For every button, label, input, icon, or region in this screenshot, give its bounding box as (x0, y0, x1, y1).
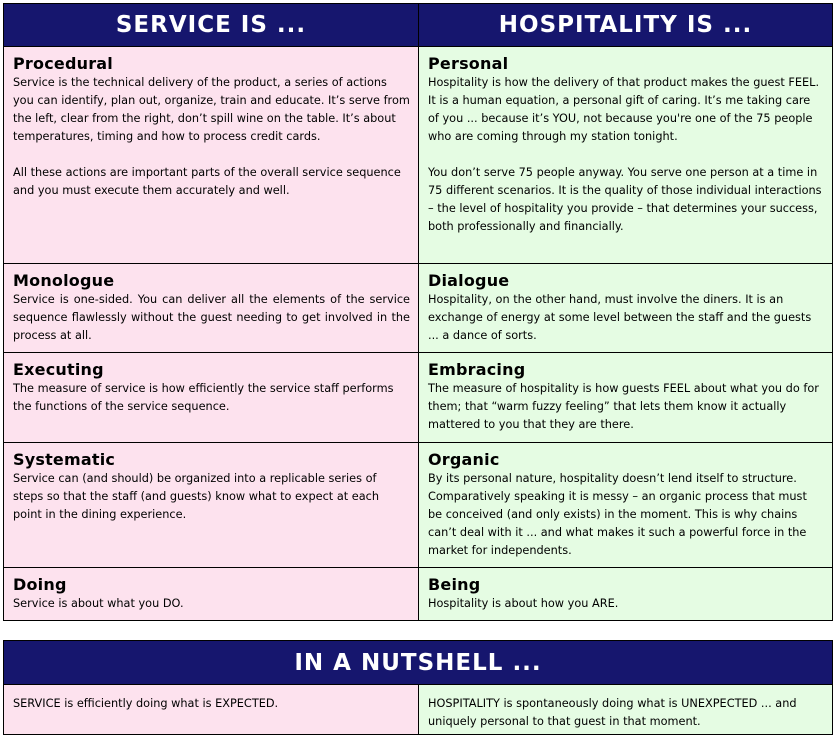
table-row (4, 353, 833, 443)
nutshell-header: IN A NUTSHELL ... (4, 641, 833, 685)
service-description: Service is one-sided. You can deliver all the elements of the service sequence flawlessly without the guest needing to get involved in the process at all. (13, 293, 410, 342)
hospitality-description: Hospitality is how the delivery of that product makes the guest FEEL. It is a human equation, a personal gift of caring. It’s me taking care of you ... because it’s YOU, not because you're one of the 75 people who are coming through my station tonight. (428, 76, 820, 143)
hospitality-term: Personal (428, 54, 509, 73)
service-cell-systematic (4, 443, 419, 568)
table-row (4, 443, 833, 568)
table-row (4, 47, 833, 264)
service-description: Service is the technical delivery of the product, a series of actions you can identify, plan out, organize, train and educate. It’s serve from the left, clear from the right, don’t spill wine on the table. It’s about temperatures, timing and how to process credit cards. (13, 76, 410, 143)
service-description: The measure of service is how efficiently the service staff performs the functions of the service sequence. (13, 382, 394, 413)
hospitality-cell-embracing (419, 353, 833, 443)
hospitality-cell-being (419, 568, 833, 621)
service-header: SERVICE IS ... (4, 4, 419, 47)
service-cell-procedural (4, 47, 419, 264)
hospitality-description: By its personal nature, hospitality doesn’t lend itself to structure. Comparatively speaking it is messy – an organic process that must be conceived (and only exists) in the moment. This is why chains can’t deal with it ... and what makes it such a powerful force in the market for independents. (428, 472, 807, 557)
service-cell-monologue (4, 264, 419, 353)
comparison-table (3, 3, 833, 621)
hospitality-description: Hospitality is about how you ARE. (428, 597, 619, 610)
nutshell-hospitality: HOSPITALITY is spontaneously doing what is UNEXPECTED ... and uniquely personal to that guest in that moment. (419, 685, 833, 735)
service-description-2: All these actions are important parts of the overall service sequence and you must execute them accurately and well. (13, 166, 401, 197)
hospitality-header: HOSPITALITY IS ... (419, 4, 833, 47)
nutshell-table (3, 640, 833, 735)
service-description: Service is about what you DO. (13, 597, 184, 610)
service-description: Service can (and should) be organized into a replicable series of steps so that the staff (and guests) know what to expect at each point in the dining experience. (13, 472, 380, 521)
table-row (4, 264, 833, 353)
hospitality-description: The measure of hospitality is how guests FEEL about what you do for them; that “warm fuzzy feeling” that lets them know it actually mattered to you that they are there. (428, 382, 819, 431)
nutshell-service: SERVICE is efficiently doing what is EXPECTED. (4, 685, 419, 735)
hospitality-cell-organic (419, 443, 833, 568)
hospitality-term: Organic (428, 450, 500, 469)
hospitality-cell-dialogue (419, 264, 833, 353)
table-row (4, 568, 833, 621)
hospitality-term: Dialogue (428, 271, 510, 290)
hospitality-term: Being (428, 575, 481, 594)
service-cell-doing (4, 568, 419, 621)
service-term: Executing (13, 360, 104, 379)
hospitality-description-2: You don’t serve 75 people anyway. You serve one person at a time in 75 different scenarios. It is the quality of those individual interactions – the level of hospitality you provide – that determines your success, both professionally and financially. (428, 166, 822, 233)
service-term: Monologue (13, 271, 115, 290)
service-term: Systematic (13, 450, 116, 469)
hospitality-description: Hospitality, on the other hand, must involve the diners. It is an exchange of energy at some level between the staff and the guests ... a dance of sorts. (428, 293, 812, 342)
table-row (4, 685, 833, 735)
service-term: Doing (13, 575, 67, 594)
service-cell-executing (4, 353, 419, 443)
hospitality-cell-personal (419, 47, 833, 264)
hospitality-term: Embracing (428, 360, 526, 379)
service-term: Procedural (13, 54, 113, 73)
